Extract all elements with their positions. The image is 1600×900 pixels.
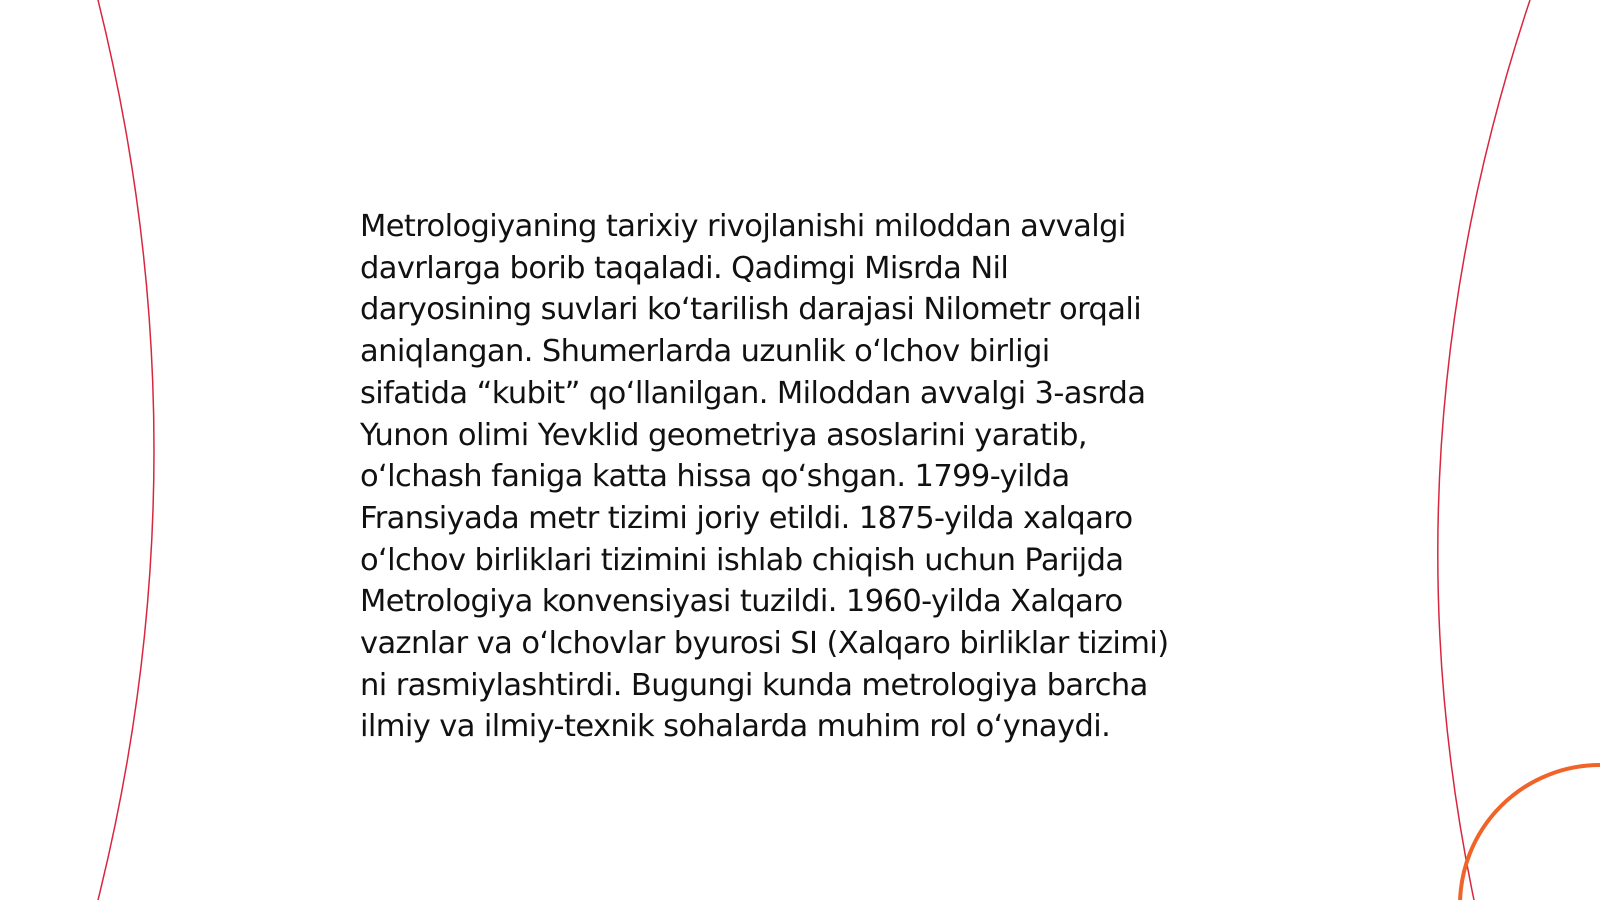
orange-circle-arc [1460,765,1600,900]
curve-line-left [98,0,154,900]
curve-line-right [1438,0,1530,900]
slide-body-text: Metrologiyaning tarixiy rivojlanishi miloddan avvalgi davrlarga borib taqaladi. Qadimgi Misrda Nil daryosining suvlari koʻtarilish darajasi Nilometr orqali aniqlangan. Shumerlarda uzunlik oʻlchov birligi sifatida “kubit” qoʻllanilgan. Miloddan avvalgi 3-asrda Yunon olimi Yevklid geometriya asoslarini yaratib, oʻlchash faniga katta hissa qoʻshgan. 1799-yilda Fransiyada metr tizimi joriy etildi. 1875-yilda xalqaro oʻlchov birliklari tizimini ishlab chiqish uchun Parijda Metrologiya konvensiyasi tuzildi. 1960-yilda Xalqaro vaznlar va oʻlchovlar byurosi SI (Xalqaro birliklar tizimi) ni rasmiylashtirdi. Bugungi kunda metrologiya barcha ilmiy va ilmiy-texnik sohalarda muhim rol oʻynaydi. [360,209,1169,745]
